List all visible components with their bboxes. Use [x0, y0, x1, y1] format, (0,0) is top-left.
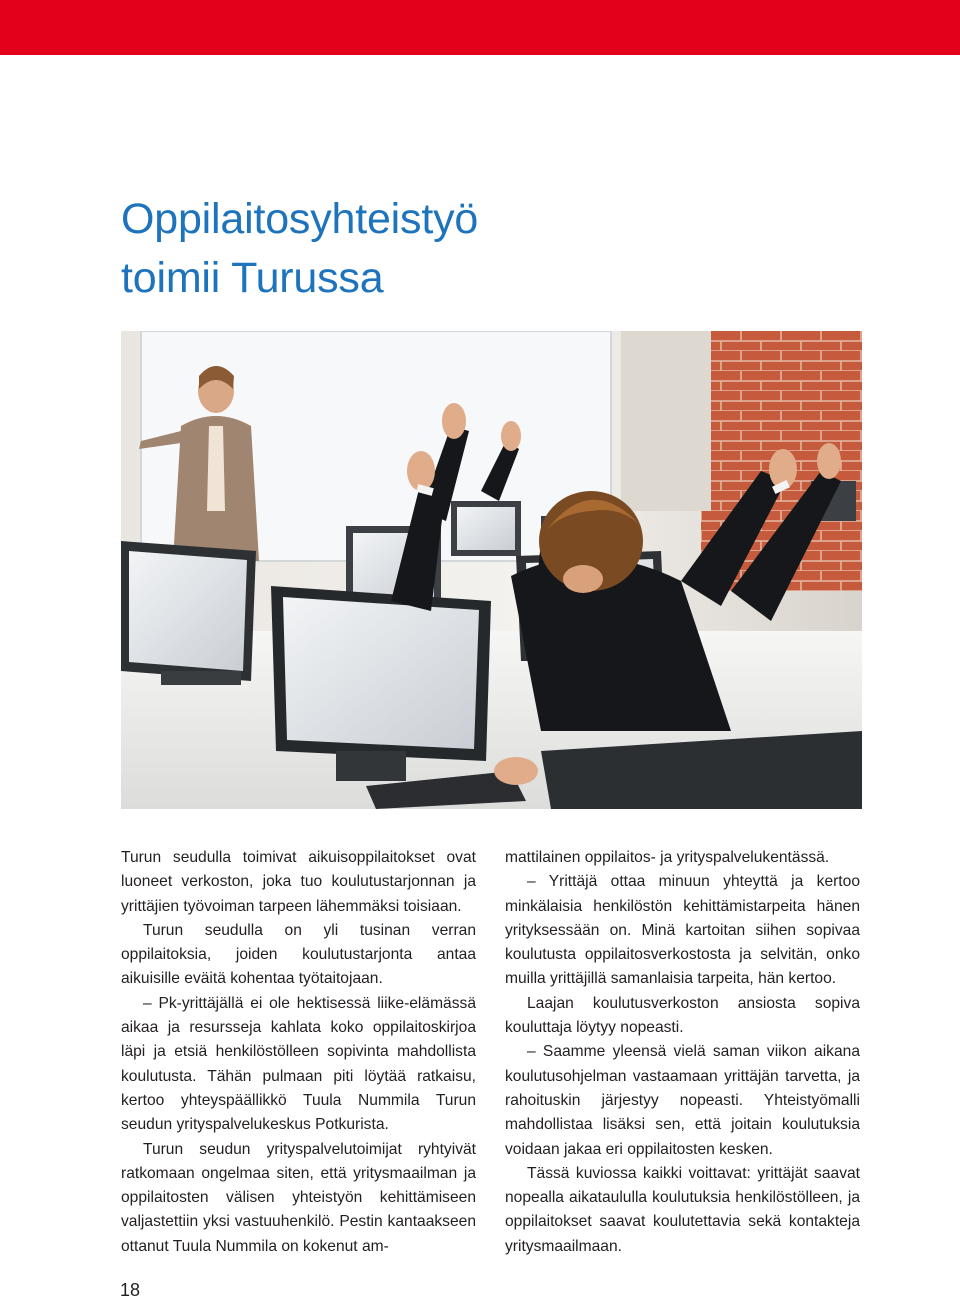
paragraph: Tässä kuviossa kaikki voittavat: yrittäjät saavat nopealla aikataululla koulutuksia henkilöstölleen, ja oppilaitokset saavat koulutettavia sekä kontakteja yritysmaailmaan.	[505, 1164, 860, 1255]
page-number: 18	[120, 1280, 141, 1300]
paragraph: Laajan koulutusverkoston ansiosta sopiva kouluttaja löytyy nopeasti.	[505, 994, 860, 1037]
paragraph: Turun seudun yrityspalvelutoimijat ryhtyivät ratkomaan ongelmaa siten, että yritysmaailman ja oppilaitosten välisen yhteistyön kehittämiseen valjastettiin yksi vastuuhenkilö. Pestin kantaakseen ottanut Tuula Nummila on kokenut am-	[121, 1140, 476, 1255]
right-text-column	[505, 846, 860, 1259]
quote-paragraph: – Pk-yrittäjällä ei ole hektisessä liike-elämässä aikaa ja resursseja kahlata koko oppilaitoskirjoa läpi ja etsiä henkilöstölleen sopivinta mahdollista koulutusta. Tähän pulmaan piti löytää ratkaisu, kertoo yhteyspäällikkö Tuula Nummila Turun seudun yrityspalvelukeskus Potkurista.	[121, 994, 476, 1134]
title-line-1: Oppilaitosyhteistyö	[121, 195, 479, 243]
classroom-photo	[121, 331, 862, 809]
paragraph: Turun seudulla on yli tusinan verran oppilaitoksia, joiden koulutustarjonta antaa aikuisille eväitä kohentaa työtaitojaan.	[121, 921, 476, 988]
top-color-bar	[0, 0, 960, 55]
quote-paragraph: – Saamme yleensä vielä saman viikon aikana koulutusohjelman vastaamaan yrittäjän tarvetta, ja rahoituskin järjestyy nopeasti. Yhteistyömalli mahdollistaa lisäksi sen, että joitain koulutuksia voidaan jakaa eri oppilaitosten kesken.	[505, 1043, 860, 1158]
paragraph: mattilainen oppilaitos- ja yrityspalvelukentässä.	[505, 849, 830, 866]
page-title	[121, 190, 478, 308]
title-line-2: toimii Turussa	[121, 254, 384, 302]
paragraph: Turun seudulla toimivat aikuisoppilaitokset ovat luoneet verkoston, joka tuo koulutustarjonnan ja yrittäjien työvoiman tarpeen lähemmäksi toisiaan.	[121, 849, 476, 915]
quote-paragraph: – Yrittäjä ottaa minuun yhteyttä ja kertoo minkälaisia henkilöstön kehittämistarpeita hänen yrityksessään on. Minä kartoitan siihen sopivaa koulutusta oppilaitosverkostosta ja selvitän, onko muilla yrittäjillä samanlaisia tarpeita, hän kertoo.	[505, 873, 860, 988]
left-text-column	[121, 846, 476, 1259]
